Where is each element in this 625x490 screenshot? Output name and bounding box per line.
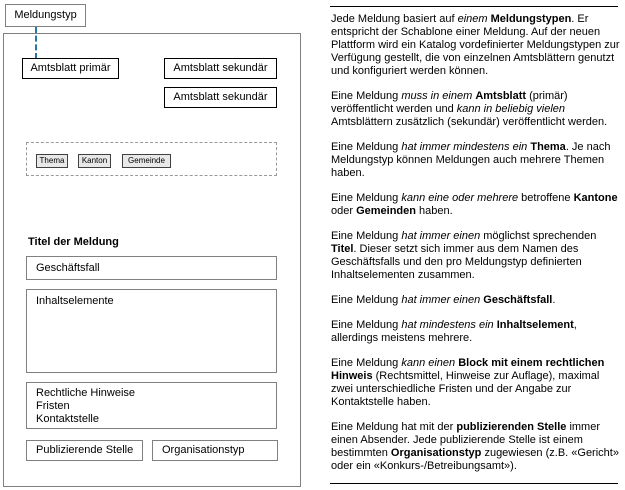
text-run: oder xyxy=(331,205,357,217)
text-run: Kantone xyxy=(573,192,618,204)
tag-gemeinde: Gemeinde xyxy=(122,154,171,168)
text-run: Eine Meldung xyxy=(331,90,402,102)
explanation-paragraph xyxy=(331,294,624,307)
amtsblatt-primaer-box: Amtsblatt primär xyxy=(22,58,119,79)
explanation-paragraph xyxy=(331,357,624,409)
text-run: publizierenden Stelle xyxy=(456,421,567,433)
explanation-paragraph xyxy=(331,319,624,345)
meldungstyp-box: Meldungstyp xyxy=(5,4,86,27)
text-run: möglichst sprechenden xyxy=(480,230,597,242)
text-run: immer einen Absender. Jede publizierende Stelle ist einem bestimmten xyxy=(331,421,600,459)
text-run: Eine Meldung xyxy=(331,294,402,306)
text-run: Thema xyxy=(530,141,566,153)
bottom-divider-line xyxy=(330,483,618,484)
explanation-paragraph xyxy=(331,421,624,473)
tag-thema: Thema xyxy=(36,154,68,168)
text-run: hat immer einen xyxy=(401,294,481,306)
text-run: kann in beliebig vielen xyxy=(456,103,566,115)
text-run: . Je nach Meldungstyp können Meldungen auch mehrere Themen haben. xyxy=(331,141,611,179)
geschaeftsfall-box: Geschäftsfall xyxy=(26,256,277,280)
text-run: , allerdings meistens mehrere. xyxy=(331,319,577,344)
explanation-paragraph xyxy=(331,192,624,218)
text-run: . Er entspricht der Schablone einer Meldung. Auf der neuen Plattform wird ein Katalog vordefinierter Meldungstypen zur Verfügung gestellt, die von einzelnen Amtsblättern genutzt und konfiguriert werden können. xyxy=(331,13,620,77)
titel-der-meldung-heading: Titel der Meldung xyxy=(28,236,119,248)
explanation-paragraph xyxy=(331,90,624,129)
tag-kanton: Kanton xyxy=(78,154,111,168)
text-run: muss in einem xyxy=(401,90,473,102)
explanation-paragraph xyxy=(331,13,624,78)
text-run: Inhaltselement xyxy=(496,319,574,331)
inhaltselemente-box: Inhaltselemente xyxy=(26,289,277,373)
text-run: Organisationstyp xyxy=(390,447,482,459)
text-run: Amtsblättern zusätzlich (sekundär) veröffentlicht werden. xyxy=(331,116,608,128)
meldungstyp-connector-line xyxy=(35,27,37,59)
explanation-paragraph xyxy=(331,230,624,282)
text-run: (Rechtsmittel, Hinweise zur Auflage), maximal zwei unterschiedliche Fristen und der Angabe zur Kontaktstelle haben. xyxy=(331,370,600,408)
text-run: Geschäftsfall xyxy=(483,294,553,306)
text-run: Eine Meldung xyxy=(331,141,402,153)
amtsblatt-sekundaer-box-1: Amtsblatt sekundär xyxy=(164,58,277,79)
top-divider-line xyxy=(330,6,618,7)
text-run: Eine Meldung xyxy=(331,230,402,242)
text-run: hat immer mindestens ein xyxy=(401,141,528,153)
text-run: Titel xyxy=(331,243,354,255)
text-run: Eine Meldung xyxy=(331,192,402,204)
text-run: kann einen xyxy=(401,357,456,369)
text-run: Eine Meldung xyxy=(331,319,402,331)
text-run: betroffene xyxy=(518,192,574,204)
text-run: kann eine oder mehrere xyxy=(401,192,519,204)
text-run: Jede Meldung basiert auf xyxy=(331,13,458,25)
legal-line-fristen: Fristen xyxy=(36,400,70,412)
text-run: . xyxy=(552,294,556,306)
amtsblatt-sekundaer-box-2: Amtsblatt sekundär xyxy=(164,87,277,108)
legal-line-kontaktstelle: Kontaktstelle xyxy=(36,413,99,425)
text-run: Amtsblatt xyxy=(475,90,527,102)
explanation-paragraph xyxy=(331,141,624,180)
text-run: hat mindestens ein xyxy=(401,319,494,331)
text-run: hat immer einen xyxy=(401,230,481,242)
legal-line-rechtliche-hinweise: Rechtliche Hinweise xyxy=(36,387,136,399)
text-run: . Dieser setzt sich immer aus dem Namen des Geschäftsfalls und den pro Meldungstyp definierten Inhaltselementen zusammen. xyxy=(331,243,582,281)
text-run: Block mit einem rechtlichen Hinweis xyxy=(331,357,605,382)
explanation-text xyxy=(331,13,624,485)
text-run: Meldungstypen xyxy=(490,13,572,25)
text-run: haben. xyxy=(415,205,453,217)
text-run: Gemeinden xyxy=(356,205,416,217)
text-run: zugewiesen (z.B. «Gericht» oder ein «Konkurs-/Betreibungsamt»). xyxy=(331,447,619,472)
organisationstyp-box: Organisationstyp xyxy=(152,440,278,461)
text-run: Eine Meldung hat mit der xyxy=(331,421,457,433)
text-run: einem xyxy=(457,13,488,25)
text-run: Eine Meldung xyxy=(331,357,402,369)
publizierende-stelle-box: Publizierende Stelle xyxy=(26,440,143,461)
rechtliche-hinweise-box xyxy=(26,382,277,429)
text-run: (primär) veröffentlicht werden und xyxy=(331,90,568,115)
